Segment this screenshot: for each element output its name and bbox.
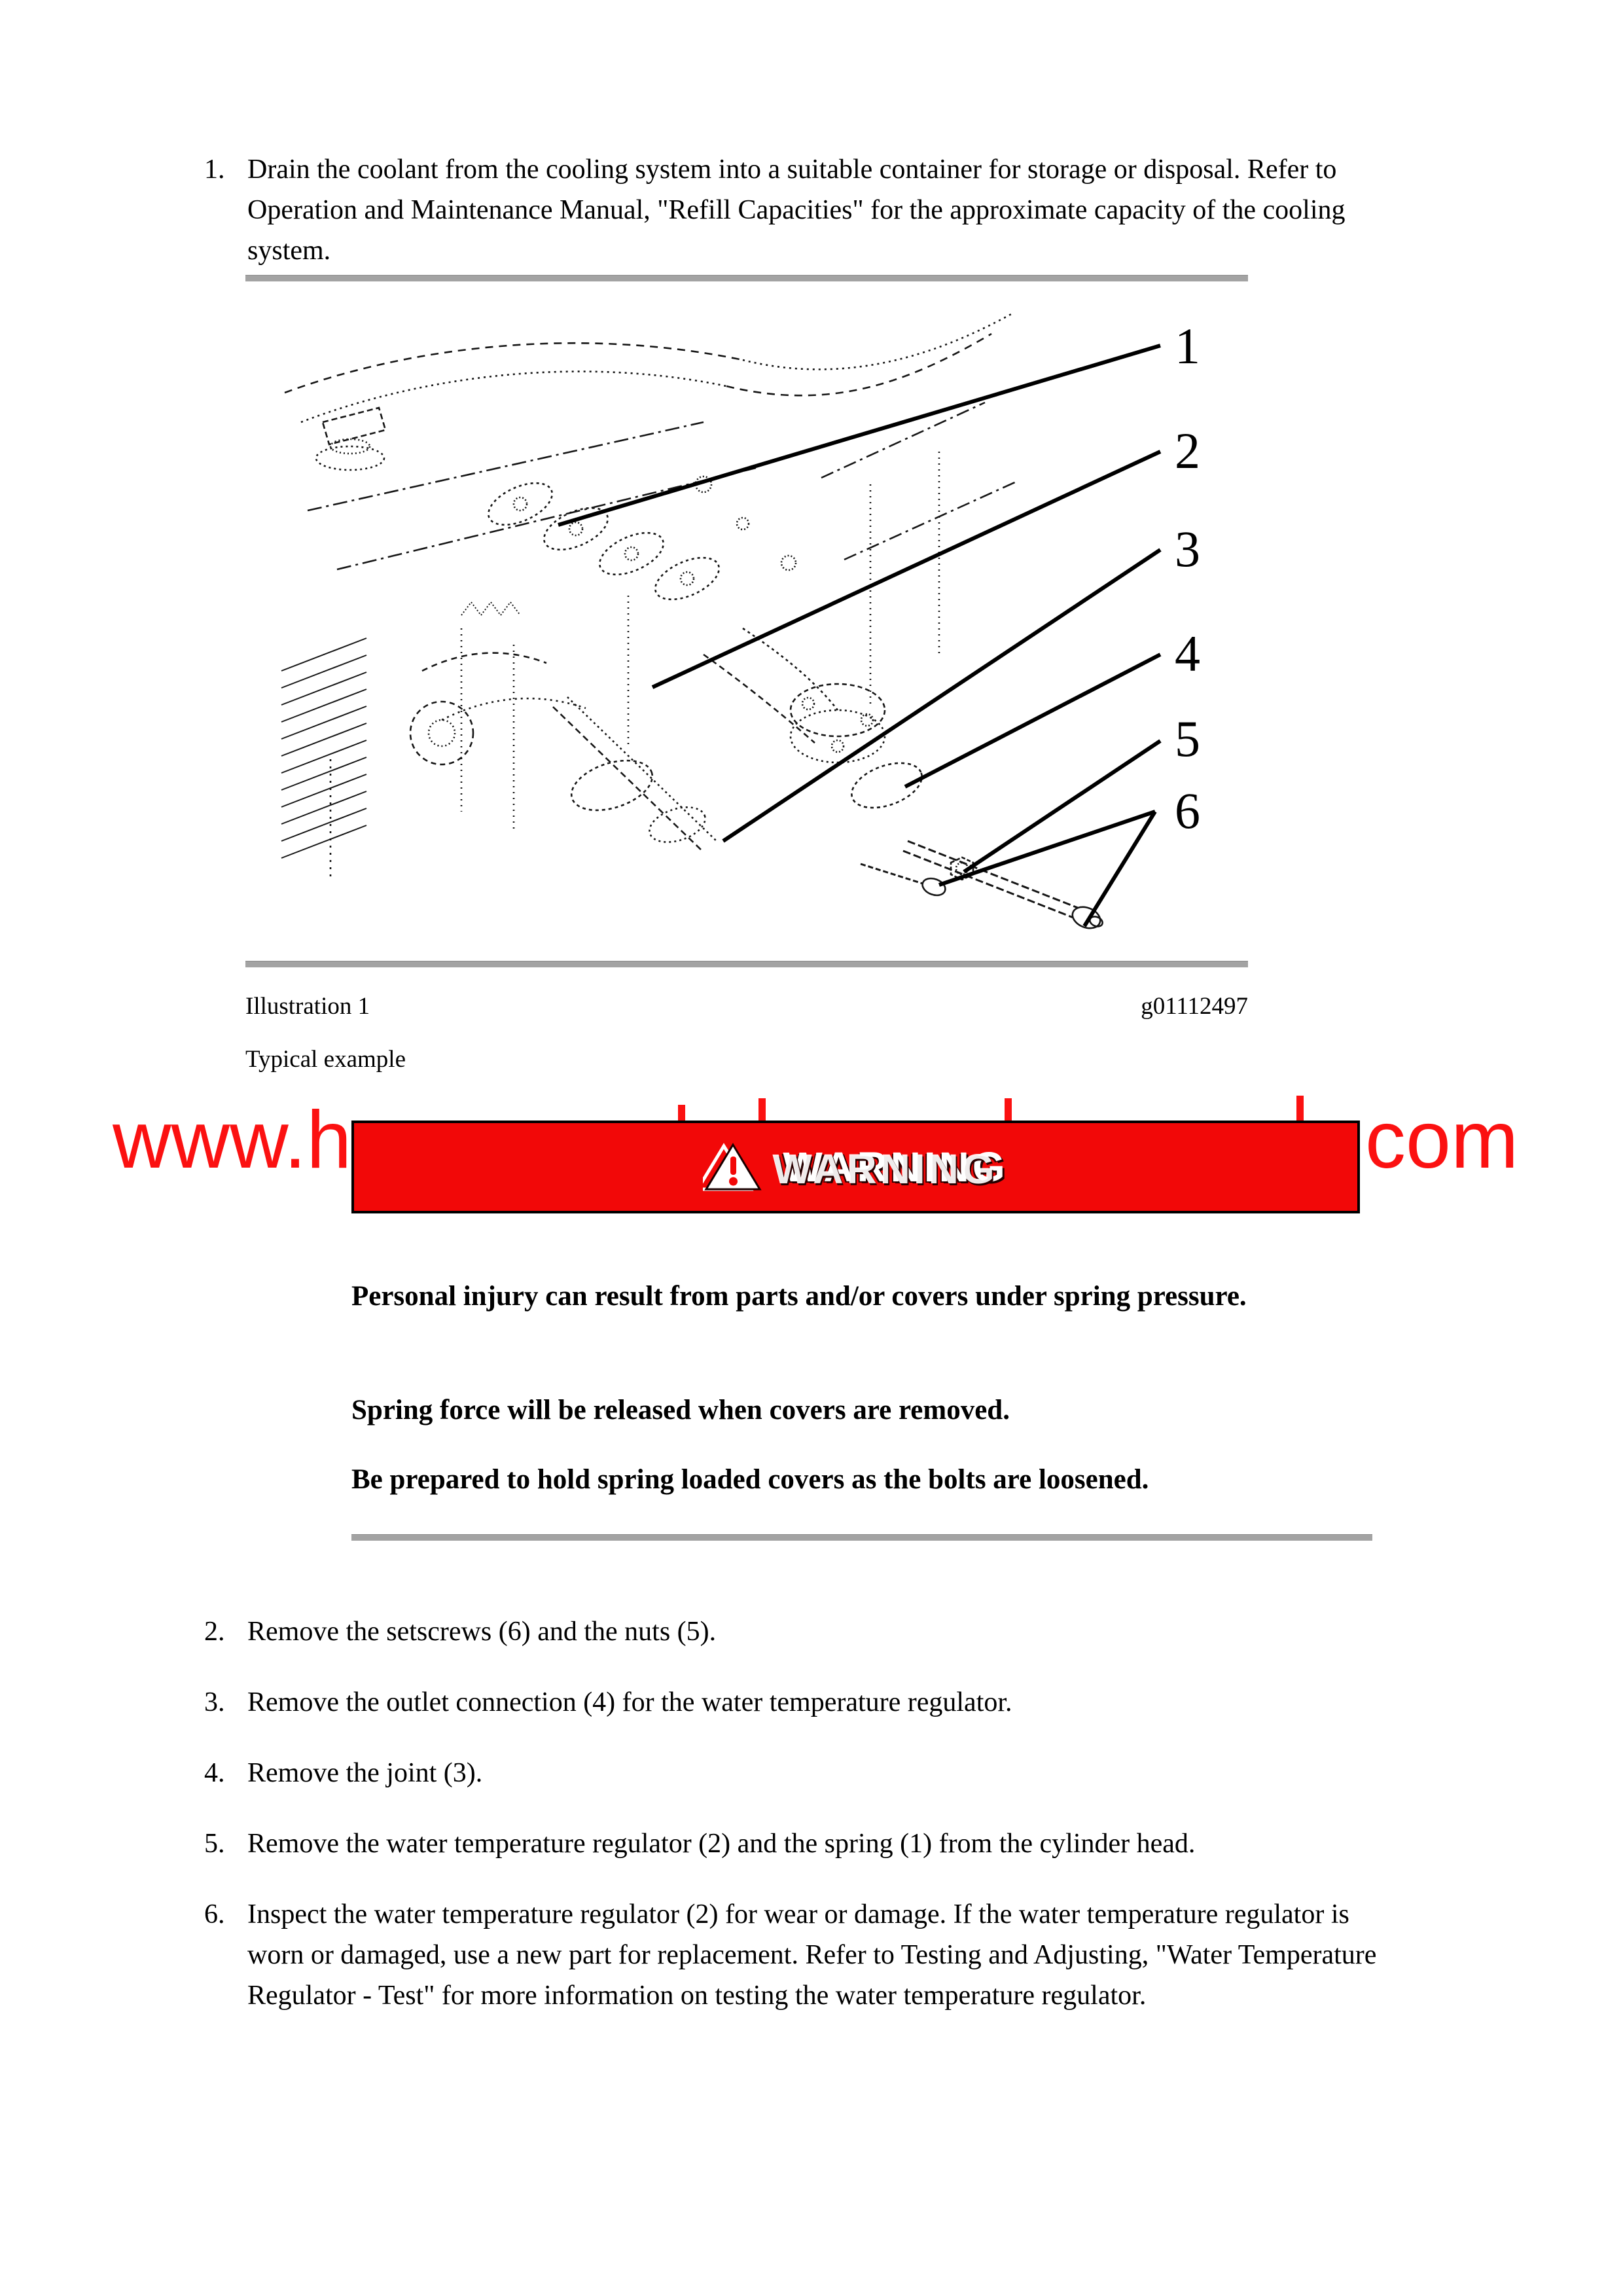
engine-line-art xyxy=(245,288,1248,962)
callout-label: 3 xyxy=(1175,520,1200,577)
step-number: 1. xyxy=(204,154,225,185)
warning-title: WARNING WARNING xyxy=(783,1143,1008,1191)
step-number: 3. xyxy=(204,1687,225,1717)
watermark-letter-tip xyxy=(1005,1098,1012,1121)
warning-banner xyxy=(351,1121,1360,1213)
divider-rule-bottom xyxy=(351,1534,1372,1541)
engine-illustration xyxy=(245,288,1248,962)
watermark-letter-tip xyxy=(1296,1096,1304,1121)
step-5 xyxy=(204,1823,1399,1864)
step-number: 4. xyxy=(204,1758,225,1788)
warning-triangle-icon xyxy=(703,1141,763,1193)
warning-paragraph: Be prepared to hold spring loaded covers as the bolts are loosened. xyxy=(351,1464,1149,1495)
divider-rule-mid xyxy=(245,961,1248,967)
warning-paragraph: Personal injury can result from parts and/or covers under spring pressure. xyxy=(351,1281,1247,1312)
step-text: Inspect the water temperature regulator (2) for wear or damage. If the water temperature regulator is worn or damaged, use a new part for replacement. Refer to Testing and Adjusting, "Water Temperature Regulator - Test" for more information on testing the water temperature regulator. xyxy=(247,1899,1377,2011)
divider-rule-top xyxy=(245,275,1248,281)
watermark-left: www.h xyxy=(113,1095,352,1185)
step-number: 2. xyxy=(204,1617,225,1647)
step-number: 5. xyxy=(204,1829,225,1859)
step-text: Remove the setscrews (6) and the nuts (5). xyxy=(247,1617,717,1647)
step-1 xyxy=(204,149,1399,271)
illustration-figure-id: g01112497 xyxy=(1141,993,1248,1020)
watermark-right: com xyxy=(1365,1095,1519,1185)
step-text: Remove the water temperature regulator (2) and the spring (1) from the cylinder head. xyxy=(247,1829,1196,1859)
callout-label: 4 xyxy=(1175,625,1200,682)
callout-leader-lines xyxy=(558,346,1160,926)
step-2 xyxy=(204,1611,1399,1652)
step-3 xyxy=(204,1682,1399,1723)
engine-sketch xyxy=(281,314,1104,932)
step-number: 6. xyxy=(204,1899,225,1929)
illustration-caption: Illustration 1 xyxy=(245,993,370,1020)
step-text: Remove the outlet connection (4) for the water temperature regulator. xyxy=(247,1687,1012,1717)
warning-paragraph: Spring force will be released when covers are removed. xyxy=(351,1395,1010,1426)
callout-label: 5 xyxy=(1175,710,1200,767)
hatch-shading xyxy=(281,638,366,858)
step-6 xyxy=(204,1894,1399,2016)
step-4 xyxy=(204,1753,1399,1793)
callout-label: 2 xyxy=(1175,422,1200,479)
callout-label: 6 xyxy=(1175,782,1200,839)
illustration-subcaption: Typical example xyxy=(245,1046,406,1073)
watermark-letter-tip xyxy=(678,1105,685,1121)
callout-label: 1 xyxy=(1175,317,1200,374)
step-text: Drain the coolant from the cooling system into a suitable container for storage or disposal. Refer to Operation and Maintenance Manual, "Refill Capacities" for the approximate capacity of the cooling system. xyxy=(247,154,1346,266)
callout-labels xyxy=(1175,317,1200,839)
watermark-letter-tip xyxy=(758,1098,766,1121)
step-text: Remove the joint (3). xyxy=(247,1758,483,1788)
